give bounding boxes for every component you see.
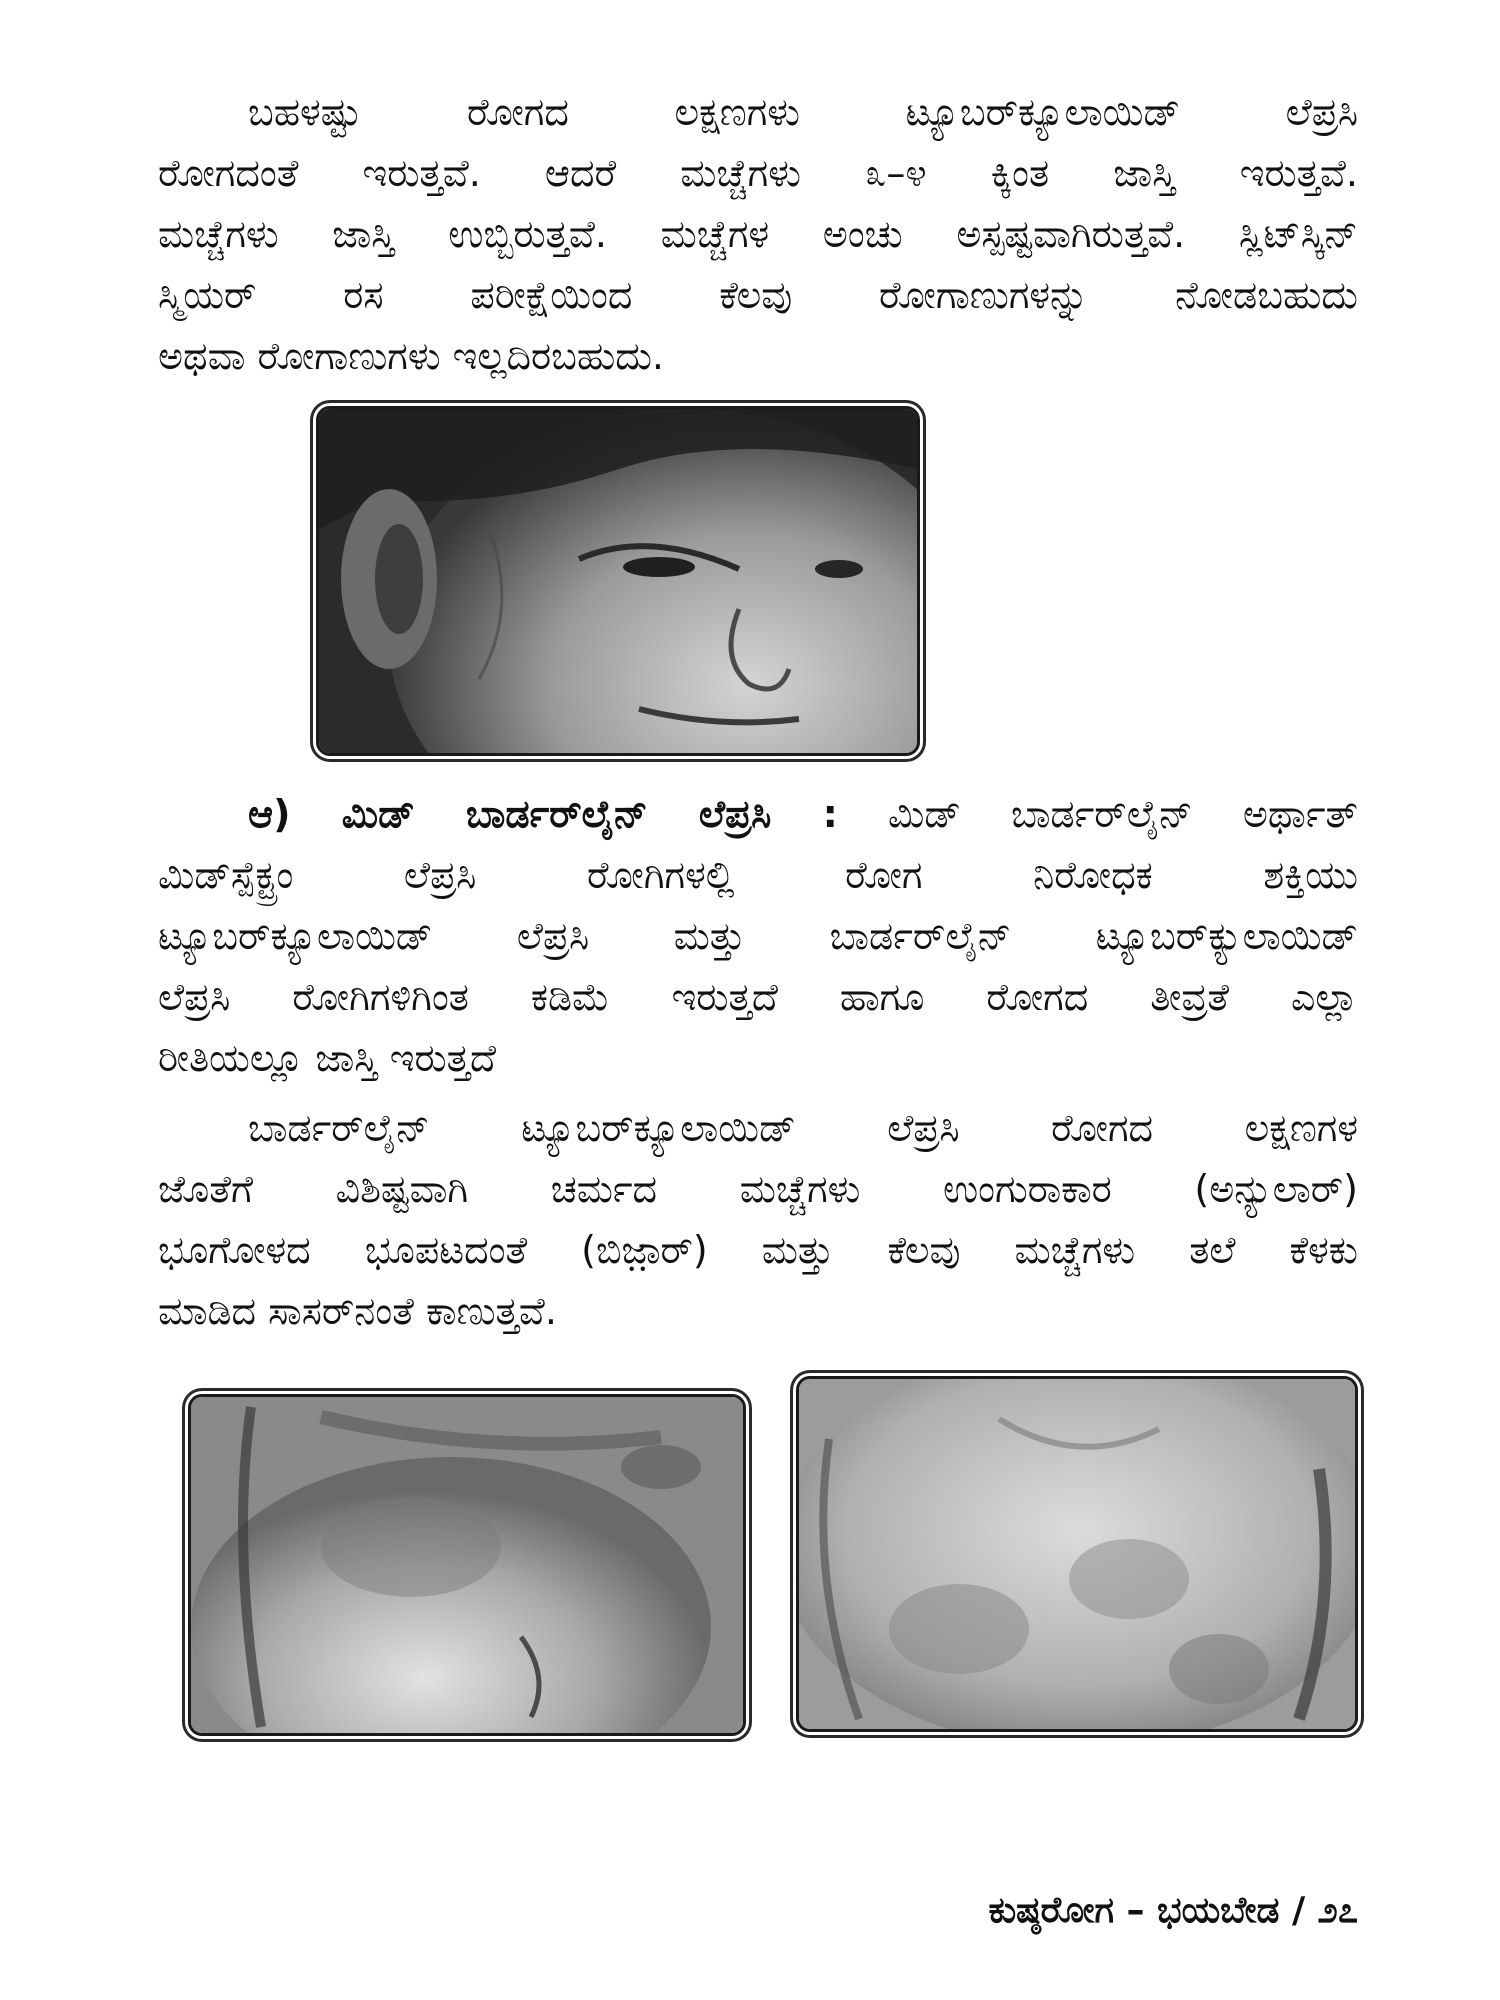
face-photo-graphic: [319, 409, 917, 753]
face-lesion-photo: [316, 406, 920, 756]
text-line: ಅಥವಾ ರೋಗಾಣುಗಳು ಇಲ್ಲದಿರಬಹುದು.: [158, 334, 664, 378]
text-line: ಬಹಳಷ್ಟು ರೋಗದ ಲಕ್ಷಣಗಳು ಟ್ಯೂಬರ್‌ಕ್ಯೂಲಾಯಿಡ್ ಲೆಪ್ರಸಿ: [248, 90, 1358, 134]
paragraph-borderline-tuberculoid: [158, 82, 1358, 387]
text-line: ಟ್ಯೂಬರ್‌ಕ್ಯೂಲಾಯಿಡ್ ಲೆಪ್ರಸಿ ಮತ್ತು ಬಾರ್ಡರ್‌ಲೈನ್ ಟ್ಯೂಬರ್‌ಕ್ಯುಲಾಯಿಡ್: [158, 914, 1358, 958]
skin-photo-left-graphic: [191, 1397, 743, 1733]
text-line: ಮಿಡ್‌ಸ್ಪೆಕ್ಟ್ರಂ ಲೆಪ್ರಸಿ ರೋಗಿಗಳಲ್ಲಿ ರೋಗ ನಿರೋಧಕ ಶಕ್ತಿಯು: [158, 853, 1358, 897]
text-line: [158, 784, 1358, 845]
text-line: ಮಚ್ಚೆಗಳು ಜಾಸ್ತಿ ಉಬ್ಬಿರುತ್ತವೆ. ಮಚ್ಚೆಗಳ ಅಂಚು ಅಸ್ಪಷ್ಟವಾಗಿರುತ್ತವೆ. ಸ್ಲಿಟ್‌ಸ್ಕಿನ್: [158, 212, 1358, 256]
paragraph-mid-borderline: [158, 784, 1358, 1089]
text-line: ರೋಗದಂತೆ ಇರುತ್ತವೆ. ಆದರೆ ಮಚ್ಚೆಗಳು ೩–೪ ಕ್ಕಿಂತ ಜಾಸ್ತಿ ಇರುತ್ತವೆ.: [158, 151, 1358, 195]
skin-photo-right-graphic: [799, 1379, 1355, 1729]
paragraph-lesion-shapes: [158, 1098, 1358, 1342]
text-line: ಮಾಡಿದ ಸಾಸರ್‌ನಂತೆ ಕಾಣುತ್ತವೆ.: [158, 1289, 557, 1333]
section-heading: ಆ) ಮಿಡ್ ಬಾರ್ಡರ್‌ಲೈನ್ ಲೆಪ್ರಸಿ :: [248, 792, 838, 836]
text-line: ಭೂಗೋಳದ ಭೂಪಟದಂತೆ (ಬಿಜ಼ಾರ್) ಮತ್ತು ಕೆಲವು ಮಚ್ಚೆಗಳು ತಲೆ ಕೆಳಕು: [158, 1228, 1358, 1272]
text-line: ಲೆಪ್ರಸಿ ರೋಗಿಗಳಿಗಿಂತ ಕಡಿಮೆ ಇರುತ್ತದೆ ಹಾಗೂ ರೋಗದ ತೀವ್ರತೆ ಎಲ್ಲಾ: [158, 975, 1358, 1019]
page-footer: ಕುಷ್ಠರೋಗ – ಭಯಬೇಡ / ೨೭: [988, 1890, 1358, 1931]
text-line: ಜೊತೆಗೆ ವಿಶಿಷ್ಟವಾಗಿ ಚರ್ಮದ ಮಚ್ಚೆಗಳು ಉಂಗುರಾಕಾರ (ಅನ್ಯುಲಾರ್): [158, 1167, 1358, 1211]
text-line: ರೀತಿಯಲ್ಲೂ ಜಾಸ್ತಿ ಇರುತ್ತದೆ: [158, 1036, 497, 1080]
text-line: ಬಾರ್ಡರ್‌ಲೈನ್ ಟ್ಯೂಬರ್‌ಕ್ಯೂಲಾಯಿಡ್ ಲೆಪ್ರಸಿ ರೋಗದ ಲಕ್ಷಣಗಳ: [248, 1106, 1358, 1150]
skin-lesion-photo-left: [188, 1394, 746, 1736]
text-line: ಸ್ಮಿಯರ್ ರಸ ಪರೀಕ್ಷೆಯಿಂದ ಕೆಲವು ರೋಗಾಣುಗಳನ್ನು ನೋಡಬಹುದು: [158, 273, 1358, 317]
text-fragment: ಮಿಡ್ ಬಾರ್ಡರ್‌ಲೈನ್ ಅರ್ಥಾತ್: [888, 792, 1358, 836]
skin-lesion-photo-right: [796, 1376, 1358, 1732]
